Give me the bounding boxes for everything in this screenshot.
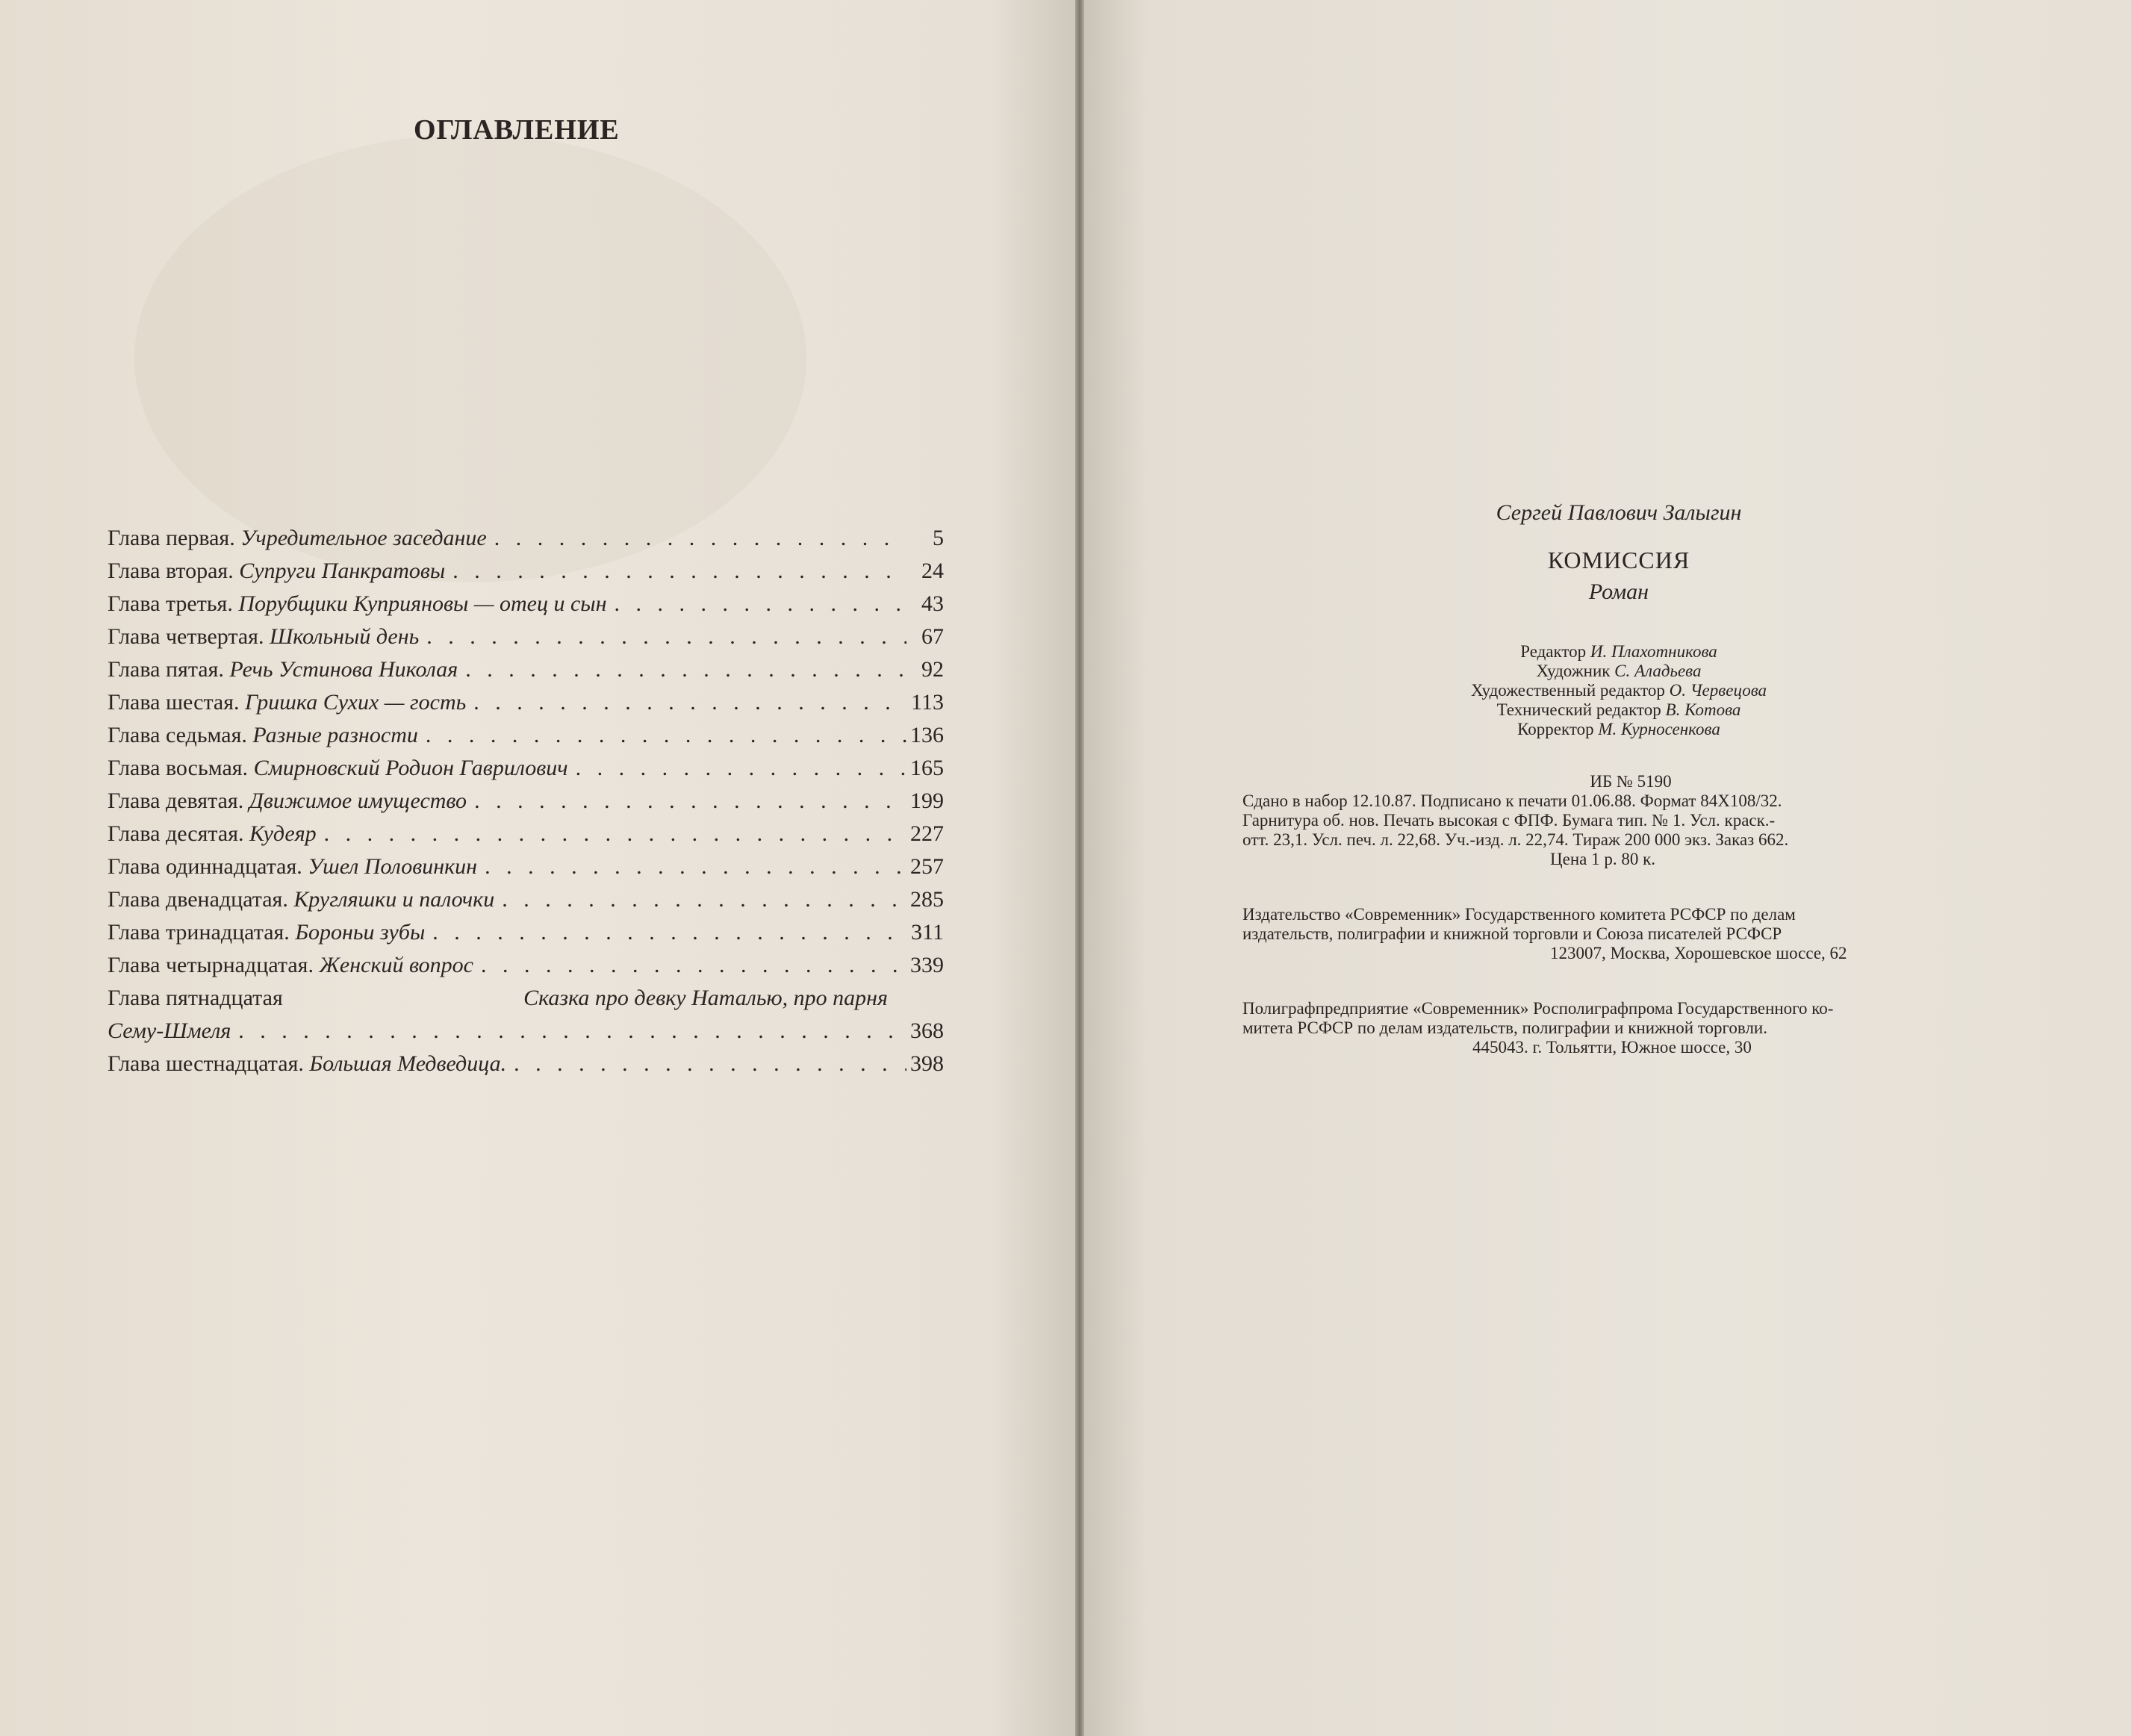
toc-leader-dots <box>473 953 906 978</box>
toc-page-number: 398 <box>910 1051 944 1076</box>
ib-number: ИБ № 5190 <box>1590 772 1672 791</box>
printer-line: митета РСФСР по делам издательств, полиграфии и книжной торговли. <box>1242 1018 1767 1037</box>
toc-chapter-label: Глава четвертая. <box>108 624 264 649</box>
toc-row <box>108 690 944 723</box>
toc-page-number: 227 <box>910 821 944 846</box>
credit-role: Корректор <box>1517 720 1594 738</box>
toc-leader-dots <box>487 526 906 551</box>
credit-role: Технический редактор <box>1496 700 1661 719</box>
toc-chapter-title: Сему-Шмеля <box>108 1018 231 1043</box>
toc-chapter-title: Порубщики Куприяновы — отец и сын <box>238 591 607 616</box>
genre-label: Роман <box>1588 579 1649 604</box>
toc-chapter-label: Глава восьмая. <box>108 756 249 780</box>
toc-chapter-title: Гришка Сухих — гость <box>245 690 467 715</box>
toc-chapter-label: Глава шестнадцатая. <box>108 1051 304 1076</box>
specs-block <box>1242 772 2019 869</box>
toc-chapter-title: Разные разности <box>252 723 418 747</box>
toc-chapter-label: Глава пятая. <box>108 657 224 682</box>
price: Цена 1 р. 80 к. <box>1550 850 1656 868</box>
toc-page-number: 199 <box>910 788 944 813</box>
credit-name: В. Котова <box>1665 700 1741 719</box>
toc-row <box>108 559 944 591</box>
toc-row <box>108 591 944 624</box>
toc-leader-dots <box>494 887 906 912</box>
toc-row <box>108 788 944 821</box>
credit-name: О. Червецова <box>1669 681 1767 700</box>
toc-leader-dots <box>419 624 906 650</box>
toc-chapter-title: Кругляшки и палочки <box>293 887 495 912</box>
table-of-contents <box>108 526 944 1084</box>
toc-chapter-title: Школьный день <box>269 624 420 649</box>
toc-leader-dots <box>317 821 906 847</box>
toc-row <box>108 953 944 986</box>
toc-row <box>108 657 944 690</box>
publisher-block <box>1242 905 2019 963</box>
toc-leader-dots <box>425 920 906 945</box>
publisher-line: Издательство «Современник» Государственного комитета РСФСР по делам <box>1242 905 1796 924</box>
toc-chapter-title: Большая Медведица. <box>309 1051 507 1076</box>
toc-chapter-title: Кудеяр <box>249 821 317 846</box>
toc-chapter-label: Глава тринадцатая. <box>108 920 290 945</box>
printer-address: 445043. г. Тольятти, Южное шоссе, 30 <box>1472 1038 1752 1057</box>
toc-row <box>108 821 944 854</box>
toc-leader-dots <box>477 854 906 880</box>
toc-chapter-label: Глава одиннадцатая. <box>108 854 302 879</box>
credit-line <box>1107 681 2131 700</box>
toc-page-number: 67 <box>921 624 944 649</box>
toc-title: ОГЛАВЛЕНИЕ <box>414 114 620 146</box>
toc-page-number: 92 <box>921 657 944 682</box>
toc-page-number: 285 <box>910 887 944 912</box>
toc-page-number: 368 <box>910 1018 944 1043</box>
toc-chapter-label: Глава двенадцатая. <box>108 887 288 912</box>
toc-leader-dots <box>467 788 906 814</box>
toc-chapter-label: Глава четырнадцатая. <box>108 953 314 977</box>
credit-line <box>1107 662 2131 681</box>
toc-chapter-label: Глава десятая. <box>108 821 244 846</box>
credit-line <box>1107 700 2131 720</box>
specs-line: Гарнитура об. нов. Печать высокая с ФПФ. Бумага тип. № 1. Усл. краск.- <box>1242 811 1776 830</box>
toc-chapter-title: Бороньи зубы <box>295 920 426 945</box>
toc-page-number: 24 <box>921 559 944 583</box>
toc-row <box>108 887 944 920</box>
toc-chapter-title: Смирновский Родион Гаврилович <box>253 756 568 780</box>
credit-role: Художественный редактор <box>1470 681 1665 700</box>
toc-page-number: 43 <box>921 591 944 616</box>
credit-name: С. Аладьева <box>1614 662 1702 680</box>
credit-role: Редактор <box>1520 642 1587 661</box>
toc-page-number: 311 <box>911 920 944 945</box>
credit-line <box>1107 720 2131 739</box>
toc-row <box>108 723 944 756</box>
book-gutter <box>1075 0 1084 1736</box>
specs-line: отт. 23,1. Усл. печ. л. 22,68. Уч.-изд. л. 22,74. Тираж 200 000 экз. Заказ 662. <box>1242 830 1789 849</box>
credit-line <box>1107 642 2131 662</box>
toc-row <box>108 986 888 1018</box>
toc-page-number: 339 <box>910 953 944 977</box>
toc-chapter-label: Глава девятая. <box>108 788 244 813</box>
toc-leader-dots <box>506 1051 906 1077</box>
toc-page-number: 257 <box>910 854 944 879</box>
toc-row <box>108 624 944 657</box>
credit-role: Художник <box>1536 662 1611 680</box>
author-name: Сергей Павлович Залыгин <box>1496 500 1742 525</box>
credit-name: И. Плахотникова <box>1590 642 1717 661</box>
toc-page-number: 136 <box>910 723 944 747</box>
toc-row <box>108 526 944 559</box>
toc-chapter-label: Глава шестая. <box>108 690 240 715</box>
credit-name: М. Курносенкова <box>1598 720 1720 738</box>
publisher-line: издательств, полиграфии и книжной торговли и Союза писателей РСФСР <box>1242 924 1782 943</box>
right-page <box>1084 0 2131 1736</box>
toc-leader-dots <box>418 723 906 748</box>
toc-chapter-title: Речь Устинова Николая <box>229 657 458 682</box>
credits-block <box>1084 642 2131 739</box>
toc-row <box>108 1051 944 1084</box>
toc-chapter-title: Женский вопрос <box>319 953 473 977</box>
toc-chapter-title: Ушел Половинкин <box>308 854 478 879</box>
paper-stain <box>134 134 806 582</box>
toc-chapter-label: Глава вторая. <box>108 559 234 583</box>
toc-leader-dots <box>568 756 906 781</box>
toc-leader-dots <box>466 690 906 715</box>
toc-chapter-title: Движимое имущество <box>249 788 467 813</box>
toc-row <box>108 920 944 953</box>
toc-page-number: 113 <box>911 690 944 715</box>
toc-chapter-label: Глава пятнадцатая <box>108 986 283 1010</box>
toc-chapter-title: Сказка про девку Наталью, про парня <box>523 986 888 1010</box>
printer-block <box>1242 999 2019 1057</box>
toc-leader-dots <box>445 559 906 584</box>
toc-leader-dots <box>458 657 906 682</box>
toc-chapter-title: Супруги Панкратовы <box>239 559 446 583</box>
toc-leader-dots <box>606 591 906 617</box>
publisher-address: 123007, Москва, Хорошевское шоссе, 62 <box>1550 944 1847 962</box>
toc-chapter-label: Глава первая. <box>108 526 235 550</box>
toc-page-number: 165 <box>910 756 944 780</box>
toc-page-number: 5 <box>933 526 944 550</box>
toc-leader-dots <box>231 1018 906 1044</box>
specs-line: Сдано в набор 12.10.87. Подписано к печати 01.06.88. Формат 84Х108/32. <box>1242 791 1782 810</box>
toc-row <box>108 756 944 788</box>
toc-chapter-label: Глава третья. <box>108 591 233 616</box>
printer-line: Полиграфпредприятие «Современник» Росполиграфпрома Государственного ко- <box>1242 999 1834 1018</box>
toc-row <box>108 854 944 887</box>
book-title: КОМИССИЯ <box>1547 547 1690 573</box>
toc-row <box>108 1018 944 1051</box>
toc-chapter-label: Глава седьмая. <box>108 723 247 747</box>
toc-chapter-title: Учредительное заседание <box>240 526 487 550</box>
